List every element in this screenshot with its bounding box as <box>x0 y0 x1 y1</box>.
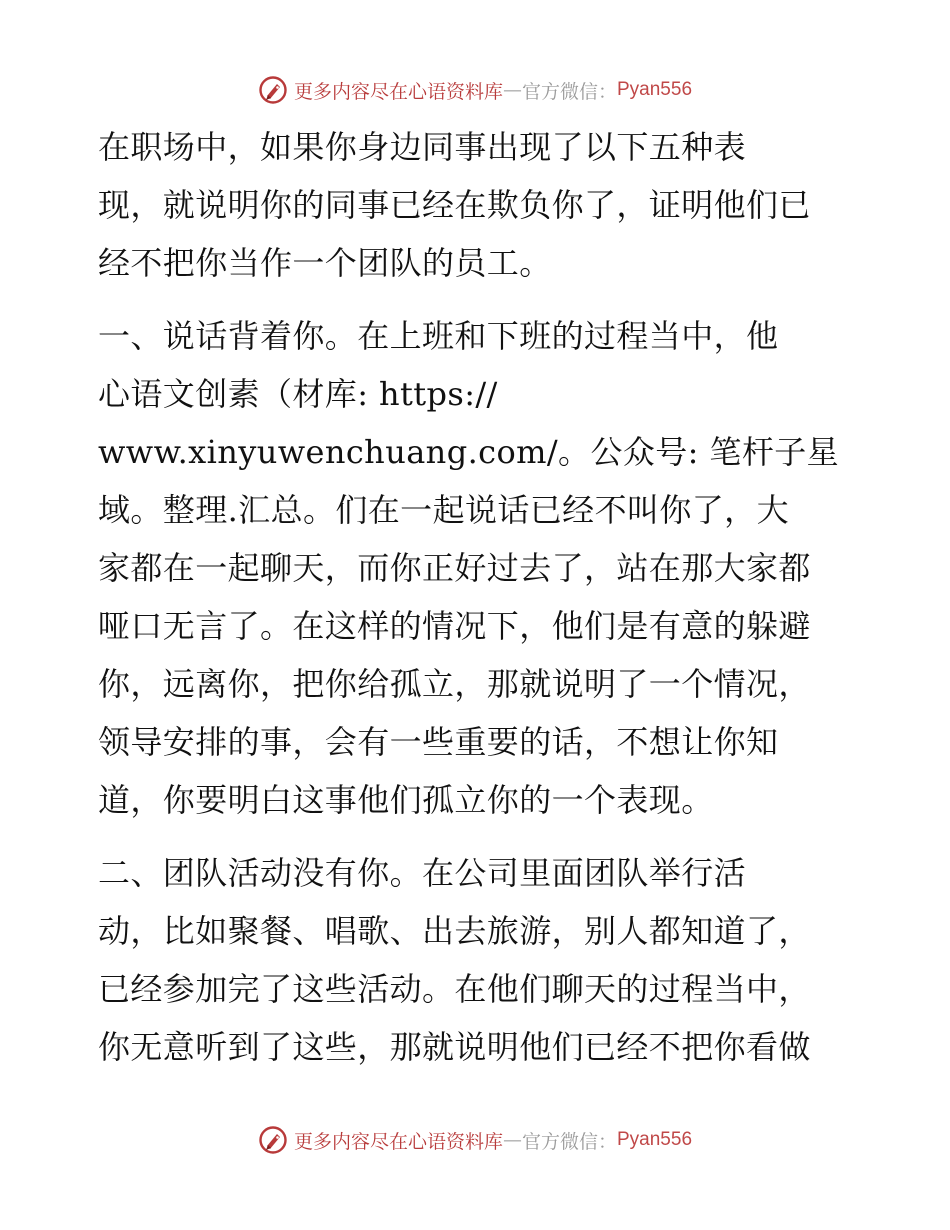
text-line: 现，就说明你的同事已经在欺负你了，证明他们已 <box>98 186 811 224</box>
text-line: 已经参加完了这些活动。在他们聊天的过程当中， <box>98 970 811 1008</box>
text-line: 二、团队活动没有你。在公司里面团队举行活 <box>98 854 747 892</box>
text-line: 家都在一起聊天，而你正好过去了，站在那大家都 <box>98 549 811 587</box>
text-line: 领导安排的事，会有一些重要的话，不想让你知 <box>98 723 779 761</box>
text-line: 一、说话背着你。在上班和下班的过程当中，他 <box>98 317 779 355</box>
paragraph-point-one <box>98 307 858 829</box>
footer-brand-text: 更多内容尽在心语资料库 <box>293 1130 503 1153</box>
text-line: 域。整理.汇总。们在一起说话已经不叫你了，大 <box>98 491 789 529</box>
text-line: 在职场中，如果你身边同事出现了以下五种表 <box>98 128 747 166</box>
footer-separator: — <box>502 1129 522 1151</box>
footer-banner <box>0 1120 950 1160</box>
text-line: 哑口无言了。在这样的情况下，他们是有意的躲避 <box>98 607 811 645</box>
header-separator: — <box>502 79 522 101</box>
document-body <box>98 118 858 1091</box>
text-line: 你无意听到了这些，那就说明他们已经不把你看做 <box>98 1028 811 1066</box>
text-line: 道，你要明白这事他们孤立你的一个表现。 <box>98 781 714 819</box>
header-brand-text: 更多内容尽在心语资料库 <box>293 80 503 103</box>
text-line: 动，比如聚餐、唱歌、出去旅游，别人都知道了， <box>98 912 811 950</box>
paragraph-intro <box>98 118 858 292</box>
paragraph-point-two <box>98 844 858 1076</box>
text-line: www.xinyuwenchuang.com/。公众号: 笔杆子星 <box>98 433 840 471</box>
text-line: 你，远离你，把你给孤立，那就说明了一个情况， <box>98 665 811 703</box>
text-line: 经不把你当作一个团队的员工。 <box>98 244 552 282</box>
header-wechat-label: 官方微信： <box>521 80 617 103</box>
header-banner <box>0 70 950 110</box>
text-line: 心语文创素（材库: https:// <box>98 375 498 413</box>
pen-nib-circle-icon <box>258 1125 288 1155</box>
pen-nib-circle-icon <box>258 75 288 105</box>
footer-wechat-label: 官方微信： <box>521 1130 617 1153</box>
footer-wechat-id: Pyan556 <box>617 1129 693 1150</box>
header-wechat-id: Pyan556 <box>617 79 693 100</box>
